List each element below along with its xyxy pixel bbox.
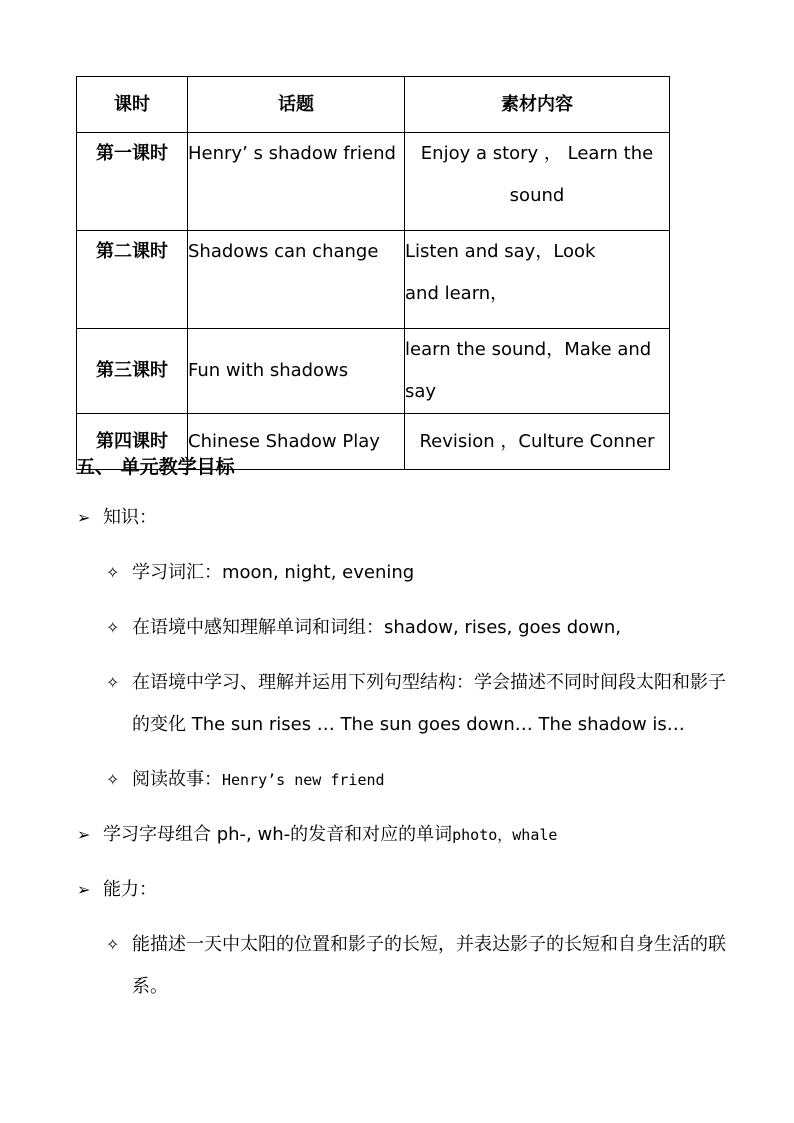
lesson-cell: 第二课时 [77,231,188,329]
phonics-goal [103,822,557,848]
lesson-table [76,76,670,470]
table-header-row [77,77,670,133]
ability-label: 能力： [103,879,157,900]
knowledge-label: 知识： [103,507,157,528]
material-cell: Enjoy a story ， Learn the sound [405,133,670,231]
diamond-bullet-icon: ✧ [106,673,120,692]
ability-goal-line2: 系。 [132,976,168,997]
vocab-goal: 学习词汇：moon, night, evening [132,562,415,583]
perceive-goal: 在语境中感知理解单词和词组：shadow, rises, goes down, [132,617,621,638]
ability-goal-line1: 能描述一天中太阳的位置和影子的长短，并表达影子的长短和自身生活的联 [132,934,726,955]
topic-cell: Fun with shadows [188,329,405,414]
reading-prefix: 阅读故事： [132,769,222,790]
arrow-bullet-icon: ➢ [77,825,91,844]
material-cell: Revision ，Culture Conner [405,414,670,470]
reading-goal [132,767,385,793]
diamond-bullet-icon: ✧ [106,618,120,637]
structure-goal-line2: 的变化 The sun rises … The sun goes down… The shadow is… [132,714,685,735]
table-row [77,231,670,329]
phonics-prefix: 学习字母组合 ph-, wh-的发音和对应的单词 [103,824,453,845]
material-cell: Listen and say，Look and learn， [405,231,670,329]
header-material: 素材内容 [405,77,670,133]
lesson-cell: 第一课时 [77,133,188,231]
section-title: 五、 单元教学目标 [76,456,235,478]
topic-cell: Chinese Shadow Play [188,414,405,470]
lesson-cell: 第四课时 [77,414,188,470]
lesson-cell: 第三课时 [77,329,188,414]
structure-goal-line1: 在语境中学习、理解并运用下列句型结构：学会描述不同时间段太阳和影子 [132,672,726,693]
table-row [77,329,670,414]
topic-cell: Henry’ s shadow friend [188,133,405,231]
table-row [77,133,670,231]
material-cell: learn the sound，Make and say [405,329,670,414]
header-topic: 话题 [188,77,405,133]
diamond-bullet-icon: ✧ [106,770,120,789]
diamond-bullet-icon: ✧ [106,563,120,582]
reading-story: Henry’s new friend [222,771,385,789]
arrow-bullet-icon: ➢ [77,508,91,527]
header-lesson: 课时 [77,77,188,133]
arrow-bullet-icon: ➢ [77,880,91,899]
diamond-bullet-icon: ✧ [106,935,120,954]
phonics-words: photo，whale [452,826,558,844]
topic-cell: Shadows can change [188,231,405,329]
